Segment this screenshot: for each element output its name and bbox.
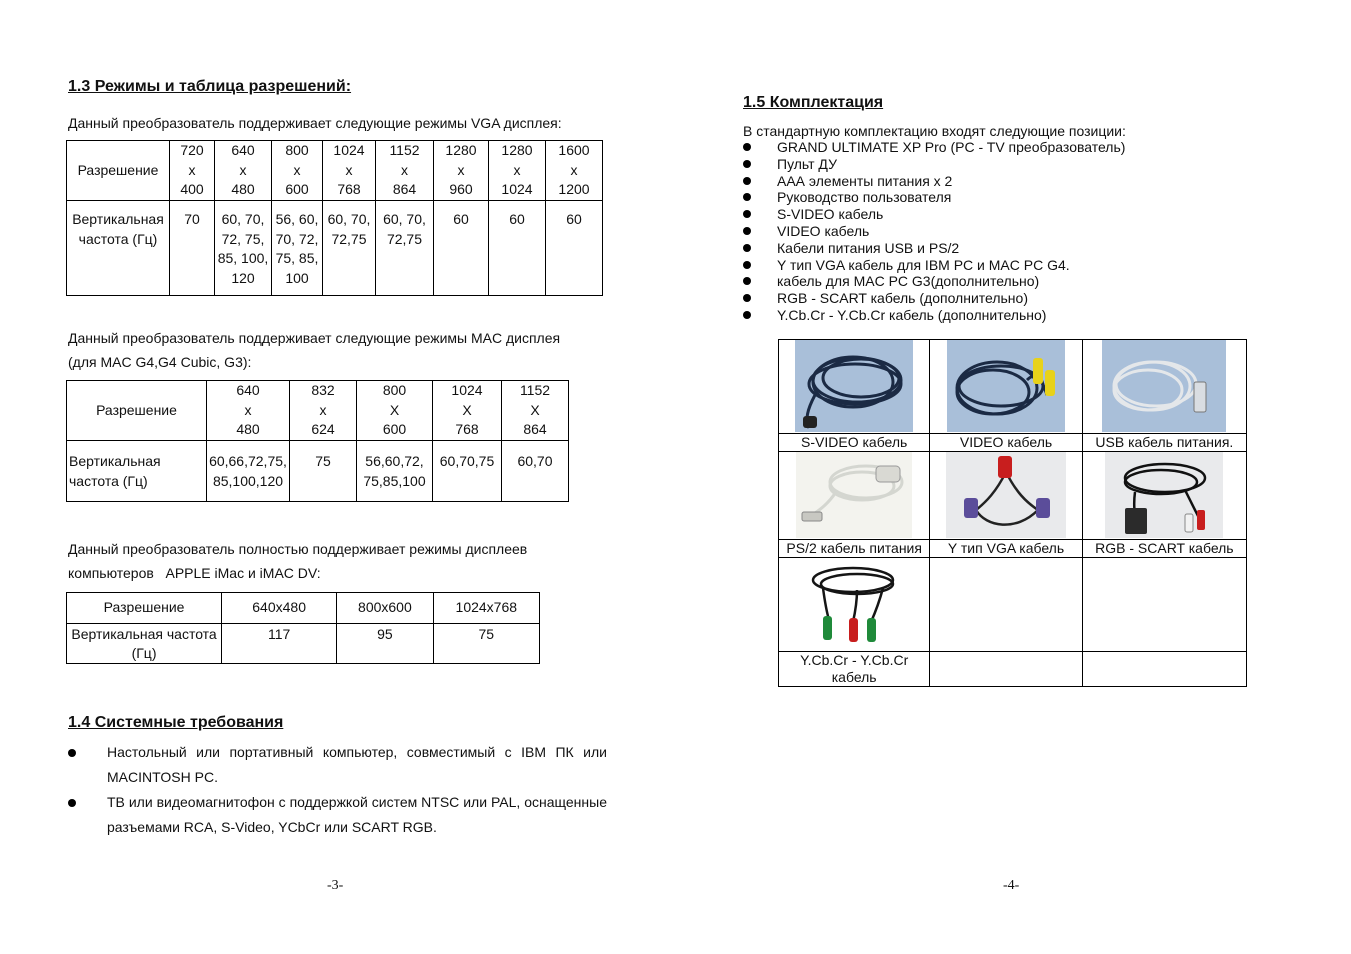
vga-res-cell: 1152 x 864: [376, 141, 434, 201]
video-cable-image: [947, 340, 1065, 432]
section-1-5-title: 1.5 Комплектация: [743, 94, 884, 111]
list-item: Пульт ДУ: [743, 156, 1125, 173]
bullet-icon: [743, 143, 751, 151]
bullet-icon: [68, 799, 76, 807]
photo-caption: PS/2 кабель питания: [779, 540, 930, 558]
vga-freq-cell: 60: [489, 201, 546, 296]
s-video-cable-image: [795, 340, 913, 432]
photo-caption-empty: [1082, 652, 1246, 687]
photo-caption: S-VIDEO кабель: [779, 434, 930, 452]
list-item: ТВ или видеомагнитофон с поддержкой систем NTSC или PAL, оснащенные разъемами RCA, S-Video, YCbCr или SCART RGB.: [68, 790, 607, 840]
bullet-icon: [743, 193, 751, 201]
vga-modes-table: [66, 140, 603, 296]
mac-freq-cell: 60,70: [502, 440, 569, 501]
vga-intro: Данный преобразователь поддерживает следующие режимы VGA дисплея:: [68, 115, 562, 131]
list-item: VIDEO кабель: [743, 223, 1125, 240]
vga-plug-purple: [964, 498, 978, 518]
photo-caption-empty: [930, 652, 1082, 687]
imac-freq-cell: 117: [222, 624, 337, 664]
list-item: Руководство пользователя: [743, 189, 1125, 206]
list-item: Y.Cb.Cr - Y.Cb.Cr кабель (дополнительно): [743, 307, 1125, 324]
bullet-icon: [743, 261, 751, 269]
usb-power-cable-image: [1102, 340, 1226, 432]
rca-plug-green: [867, 618, 876, 642]
vga-freq-cell: 56, 60, 70, 72, 75, 85, 100: [272, 201, 323, 296]
bullet-icon: [68, 749, 76, 757]
connector-plug: [803, 416, 817, 428]
photo-background: [1102, 340, 1226, 432]
caption-row: [779, 652, 1247, 687]
dc-plug: [802, 512, 822, 521]
cables-photo-table: [778, 339, 1247, 687]
imac-intro-line-2: компьютеров APPLE iMac и iMAC DV:: [68, 565, 321, 581]
vga-freq-cell: 70: [170, 201, 215, 296]
photo-cell: [779, 558, 930, 652]
imac-res-cell: 800x600: [337, 593, 433, 624]
photo-cell-empty: [930, 558, 1082, 652]
vga-res-cell: 720 x 400: [170, 141, 215, 201]
list-item: Кабели питания USB и PS/2: [743, 240, 1125, 257]
vga-frequency-row: [67, 201, 603, 296]
rca-plug-green: [823, 616, 832, 640]
mac-res-label: Разрешение: [67, 381, 207, 441]
photo-cell: [1082, 452, 1246, 540]
mac-intro-line-1: Данный преобразователь поддерживает следующие режимы MAC дисплея: [68, 330, 561, 346]
photo-row: [779, 340, 1247, 434]
caption-row: [779, 434, 1247, 452]
section-1-3-title: 1.3 Режимы и таблица разрешений:: [68, 78, 352, 95]
list-item: S-VIDEO кабель: [743, 206, 1125, 223]
vga-res-cell: 1600 x 1200: [546, 141, 603, 201]
mac-freq-cell: 60,70,75: [433, 440, 502, 501]
mac-freq-cell: 60,66,72,75, 85,100,120: [207, 440, 290, 501]
left-page: [0, 0, 675, 954]
photo-row: [779, 558, 1247, 652]
ps2-plug: [876, 466, 900, 482]
vga-resolution-row: [67, 141, 603, 201]
vga-freq-cell: 60, 70, 72,75: [323, 201, 376, 296]
rca-plug-red: [1197, 510, 1205, 530]
imac-modes-table: [66, 592, 540, 664]
photo-cell-empty: [1082, 558, 1246, 652]
y-vga-cable-image: [946, 452, 1066, 538]
page-number-right: -4-: [1003, 878, 1020, 893]
photo-caption: RGB - SCART кабель: [1082, 540, 1246, 558]
imac-freq-cell: 75: [433, 624, 539, 664]
vga-plug-red: [998, 456, 1012, 478]
vga-res-cell: 1280 x 960: [434, 141, 489, 201]
imac-res-label: Разрешение: [67, 593, 222, 624]
photo-background: [796, 452, 912, 538]
bullet-icon: [743, 311, 751, 319]
mac-freq-cell: 56,60,72, 75,85,100: [357, 440, 433, 501]
vga-res-label: Разрешение: [67, 141, 170, 201]
photo-cell: [930, 452, 1082, 540]
scart-plug: [1125, 508, 1147, 534]
vga-freq-cell: 60: [434, 201, 489, 296]
mac-res-cell: 800 X 600: [357, 381, 433, 441]
imac-res-cell: 640x480: [222, 593, 337, 624]
photo-caption: VIDEO кабель: [930, 434, 1082, 452]
photo-caption: Y тип VGA кабель: [930, 540, 1082, 558]
mac-resolution-row: [67, 381, 569, 441]
vga-res-cell: 640 x 480: [215, 141, 272, 201]
section-1-4-title: 1.4 Системные требования: [68, 714, 284, 731]
vga-plug-purple: [1036, 498, 1050, 518]
vga-freq-cell: 60, 70, 72,75: [376, 201, 434, 296]
rca-plug-red: [849, 618, 858, 642]
list-item: RGB - SCART кабель (дополнительно): [743, 290, 1125, 307]
mac-res-cell: 1024 X 768: [433, 381, 502, 441]
mac-res-cell: 640 x 480: [207, 381, 290, 441]
bullet-icon: [743, 294, 751, 302]
usb-plug: [1194, 382, 1206, 412]
bullet-icon: [743, 227, 751, 235]
photo-cell: [779, 340, 930, 434]
ps2-power-cable-image: [796, 452, 912, 538]
list-item: Y тип VGA кабель для IBM PC и MAC PC G4.: [743, 257, 1125, 274]
bullet-icon: [743, 277, 751, 285]
bullet-icon: [743, 210, 751, 218]
rca-plug-yellow: [1033, 358, 1043, 384]
vga-freq-cell: 60: [546, 201, 603, 296]
imac-resolution-row: [67, 593, 540, 624]
mac-res-cell: 1152 X 864: [502, 381, 569, 441]
package-contents-list: [743, 139, 1125, 324]
page-number-left: -3-: [327, 878, 344, 893]
photo-cell: [1082, 340, 1246, 434]
vga-res-cell: 1280 x 1024: [489, 141, 546, 201]
photo-cell: [930, 340, 1082, 434]
photo-cell: [779, 452, 930, 540]
list-item: кабель для MAC PC G3(дополнительно): [743, 273, 1125, 290]
photo-caption: Y.Cb.Cr - Y.Cb.Cr кабель: [779, 652, 930, 687]
list-item: GRAND ULTIMATE XP Pro (PC - TV преобразователь): [743, 139, 1125, 156]
rca-plug-yellow: [1045, 370, 1055, 396]
vga-freq-label: Вертикальная частота (Гц): [67, 201, 170, 296]
caption-row: [779, 540, 1247, 558]
right-page: [675, 0, 1351, 954]
mac-frequency-row: [67, 440, 569, 501]
vga-freq-cell: 60, 70, 72, 75, 85, 100, 120: [215, 201, 272, 296]
imac-intro-line-1: Данный преобразователь полностью поддерживает режимы дисплеев: [68, 541, 528, 557]
mac-intro-line-2: (для MAC G4,G4 Cubic, G3):: [68, 354, 252, 370]
mac-res-cell: 832 x 624: [290, 381, 357, 441]
vga-res-cell: 1024 x 768: [323, 141, 376, 201]
bullet-icon: [743, 160, 751, 168]
rca-plug-white: [1185, 514, 1193, 532]
ycbcr-cable-image: [795, 558, 913, 650]
kit-intro: В стандартную комплектацию входят следующие позиции:: [743, 123, 1126, 139]
list-item: ААА элементы питания х 2: [743, 173, 1125, 190]
system-requirements-list: [68, 740, 607, 840]
mac-modes-table: [66, 380, 569, 502]
imac-freq-label: Вертикальная частота (Гц): [67, 624, 222, 664]
mac-freq-cell: 75: [290, 440, 357, 501]
bullet-icon: [743, 244, 751, 252]
imac-freq-cell: 95: [337, 624, 433, 664]
vga-res-cell: 800 x 600: [272, 141, 323, 201]
photo-caption: USB кабель питания.: [1082, 434, 1246, 452]
bullet-icon: [743, 177, 751, 185]
imac-res-cell: 1024x768: [433, 593, 539, 624]
list-item: Настольный или портативный компьютер, совместимый с IBM ПК или MACINTOSH PC.: [68, 740, 607, 790]
photo-row: [779, 452, 1247, 540]
mac-freq-label: Вертикальная частота (Гц): [67, 440, 207, 501]
imac-frequency-row: [67, 624, 540, 664]
rgb-scart-cable-image: [1105, 452, 1223, 538]
